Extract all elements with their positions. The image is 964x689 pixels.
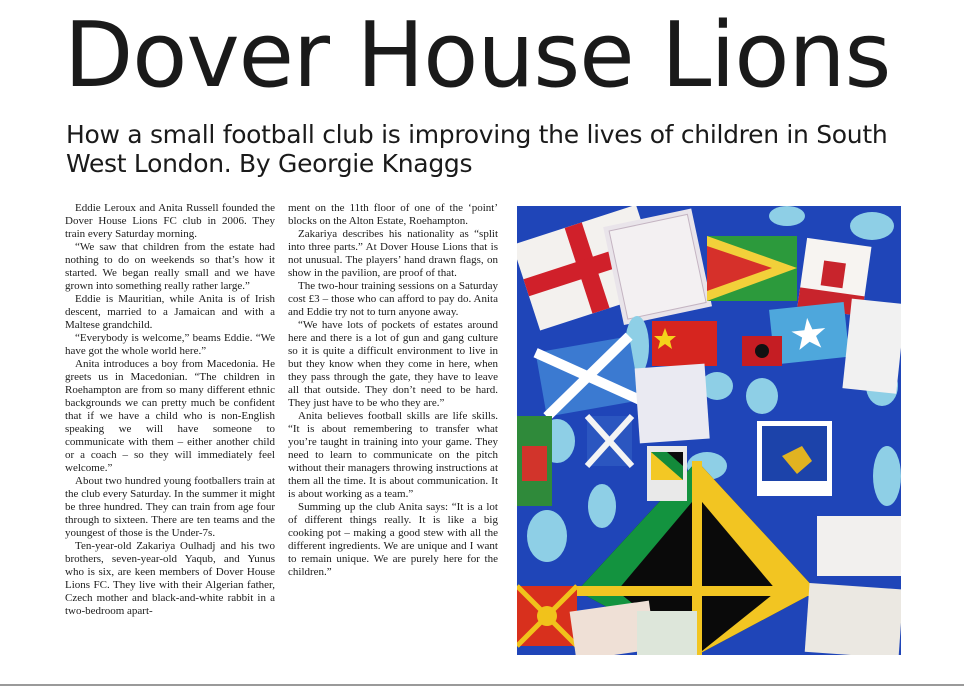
flags-photo: [517, 206, 901, 655]
article-column-1: [65, 202, 275, 618]
paragraph-continuation: ment on the 11th floor of one of the ‘point’ blocks on the Alton Estate, Roehampton.: [288, 202, 498, 227]
green-triangle-flag: [707, 236, 797, 301]
article-title: Dover House Lions: [64, 3, 891, 108]
paragraph: Summing up the club Anita says: “It is a lot of different things really. It is like a big cooking pot – making a good stew with all the different ingredients. We are unique and I want to remain unique. We are purely here for the children.”: [288, 501, 498, 578]
paragraph: Zakariya describes his nationality as “split into three parts.” At Dover House Lions that is not unusual. The players’ hand drawn flags, on show in the pavilion, are proof of that.: [288, 228, 498, 279]
paragraph: Ten-year-old Zakariya Oulhadj and his two brothers, seven-year-old Yaqub, and Yunus who is six, are keen members of Dover House Lions FC. They live with their Algerian father, Czech mother and black-and-white rabbit in a two-bedroom apart-: [65, 540, 275, 617]
kosovo-flag: [757, 421, 832, 496]
macedonia-flag: [517, 586, 577, 646]
albania-flag: [742, 336, 782, 366]
jamaica-flag-small: [647, 446, 687, 501]
paragraph: The two-hour training sessions on a Saturday cost £3 – those who can afford to pay do. Anita and Eddie try not to turn anyone away.: [288, 280, 498, 318]
paragraph: Anita believes football skills are life skills. “It is about remembering to transfer what you’re taught in training into your game. They need to learn to communicate on the pitch without their managers throwing instructions at them all the time. It is about communication. It is about working as a team.”: [288, 410, 498, 500]
footer-rule: [0, 684, 964, 686]
paragraph: “We saw that children from the estate had nothing to do on weekends so that’s how it started. We began really small and we have grown into something really rather large.”: [65, 241, 275, 292]
flags-illustration: [517, 206, 901, 655]
paragraph: Eddie Leroux and Anita Russell founded the Dover House Lions FC club in 2006. They train every Saturday morning.: [65, 202, 275, 240]
paragraph: About two hundred young footballers train at the club every Saturday. In the summer it might be three hundred. They can train from age four through to sixteen. There are ten teams and the youngest of those is the Under-7s.: [65, 475, 275, 539]
paragraph: “We have lots of pockets of estates around here and there is a lot of gun and gang culture so it is quite a difficult environment to live in but they know when they come in here, when they pass through the gate, they have to leave all that outside. They don’t need to be hard. They just have to be who they are.”: [288, 319, 498, 409]
article-standfirst: How a small football club is improving the lives of children in South West London. By Georgie Knaggs: [66, 120, 888, 178]
article-column-2: [288, 202, 498, 579]
china-flag: [652, 321, 717, 366]
paragraph: Eddie is Mauritian, while Anita is of Irish descent, married to a Jamaican and with a Maltese grandchild.: [65, 293, 275, 331]
paragraph: Anita introduces a boy from Macedonia. He greets us in Macedonian. “The children in Roehampton are from so many different ethnic backgrounds we can pretty much be confident that if we have a child who is non-English speaking we will have someone to communicate with them – either another child or a coach – so they will immediately feel welcome.”: [65, 358, 275, 474]
paragraph: “Everybody is welcome,” beams Eddie. “We have got the whole world here.”: [65, 332, 275, 357]
striped-flag-left: [517, 416, 552, 506]
scotland-flag-small: [587, 416, 632, 466]
